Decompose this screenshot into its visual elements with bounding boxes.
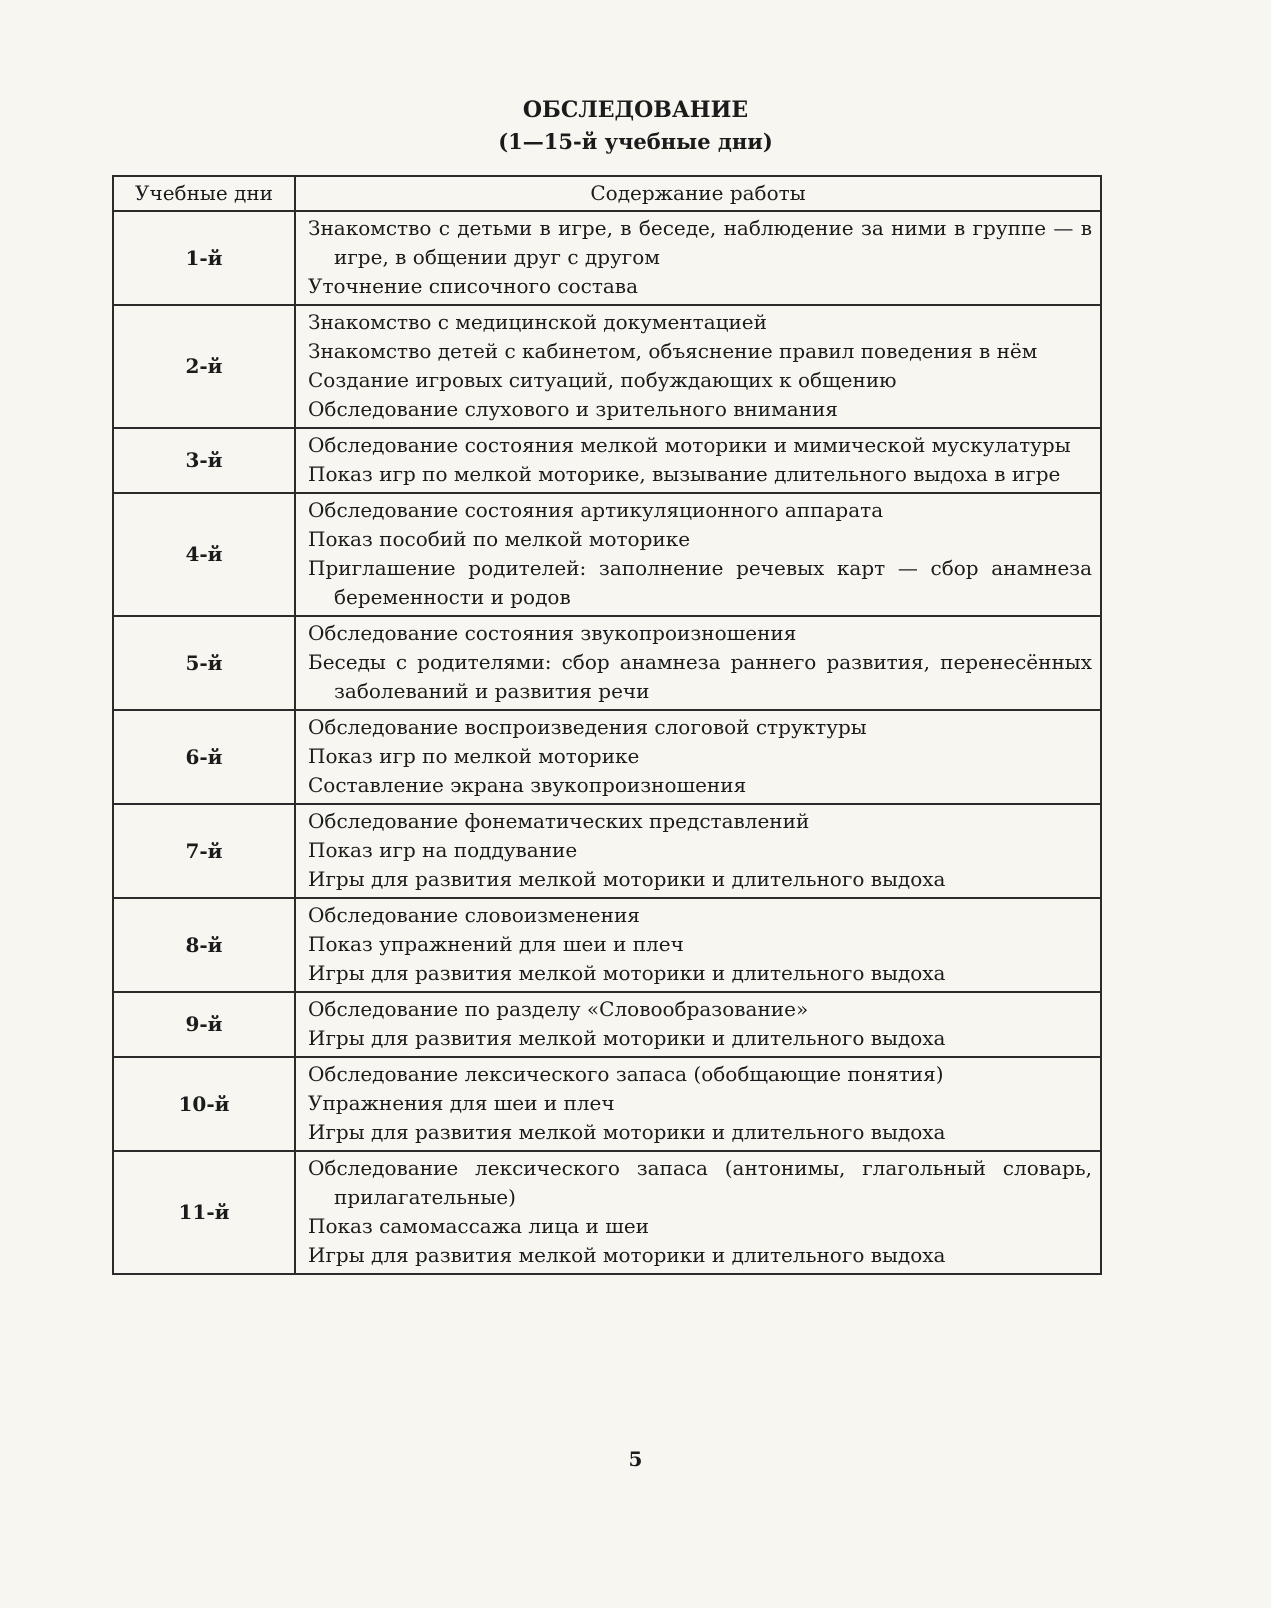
content-item: Составление экрана звукопроизношения: [308, 773, 747, 797]
schedule-table: [112, 175, 1102, 1275]
content-item: Обследование фонематических представлений: [308, 809, 810, 833]
content-item: Обследование состояния артикуляционного аппарата: [308, 498, 884, 522]
content-cell: [295, 616, 1101, 710]
table-row: [113, 1057, 1101, 1151]
content-item: Обследование лексического запаса (обобщающие понятия): [308, 1062, 944, 1086]
page-number: 5: [628, 1447, 643, 1471]
table-row: [113, 616, 1101, 710]
content-item: Показ игр на поддувание: [308, 838, 578, 862]
content-cell: [295, 211, 1101, 305]
content-item: Уточнение списочного состава: [308, 274, 638, 298]
day-cell: 8-й: [113, 898, 295, 992]
table-row: [113, 428, 1101, 493]
content-item: Показ самомассажа лица и шеи: [308, 1214, 650, 1238]
table-row: [113, 493, 1101, 616]
content-cell: [295, 898, 1101, 992]
table-row: [113, 1151, 1101, 1274]
table-row: [113, 898, 1101, 992]
content-item: Знакомство с медицинской документацией: [308, 310, 767, 334]
header-day: Учебные дни: [113, 176, 295, 211]
content-cell: [295, 305, 1101, 428]
content-item: Игры для развития мелкой моторики и длительного выдоха: [308, 1243, 946, 1267]
page-title: ОБСЛЕДОВАНИЕ: [522, 97, 749, 123]
content-item: Показ игр по мелкой моторике, вызывание длительного выдоха в игре: [308, 462, 1061, 486]
content-item: Обследование слухового и зрительного внимания: [308, 397, 838, 421]
content-item: Игры для развития мелкой моторики и длительного выдоха: [308, 1026, 946, 1050]
content-item: Приглашение родителей: заполнение речевых карт — сбор анамнеза беременности и родов: [308, 556, 1092, 609]
content-item: Игры для развития мелкой моторики и длительного выдоха: [308, 1120, 946, 1144]
day-cell: 6-й: [113, 710, 295, 804]
content-item: Обследование лексического запаса (антонимы, глагольный словарь, прилагательные): [308, 1156, 1092, 1209]
content-cell: [295, 1151, 1101, 1274]
content-item: Игры для развития мелкой моторики и длительного выдоха: [308, 867, 946, 891]
day-cell: 1-й: [113, 211, 295, 305]
content-item: Создание игровых ситуаций, побуждающих к общению: [308, 368, 897, 392]
day-cell: 3-й: [113, 428, 295, 493]
content-item: Знакомство детей с кабинетом, объяснение правил поведения в нём: [308, 339, 1038, 363]
content-item: Игры для развития мелкой моторики и длительного выдоха: [308, 961, 946, 985]
day-cell: 5-й: [113, 616, 295, 710]
day-cell: 9-й: [113, 992, 295, 1057]
table-row: [113, 992, 1101, 1057]
table-row: [113, 305, 1101, 428]
day-cell: 4-й: [113, 493, 295, 616]
day-cell: 11-й: [113, 1151, 295, 1274]
content-cell: [295, 804, 1101, 898]
content-item: Обследование состояния звукопроизношения: [308, 621, 797, 645]
content-item: Беседы с родителями: сбор анамнеза раннего развития, перенесённых заболеваний и развития речи: [308, 650, 1092, 703]
table-body: [113, 211, 1101, 1274]
content-item: Обследование состояния мелкой моторики и мимической мускулатуры: [308, 433, 1071, 457]
table-row: [113, 804, 1101, 898]
day-cell: 10-й: [113, 1057, 295, 1151]
header-content: Содержание работы: [295, 176, 1101, 211]
page-subtitle: (1—15-й учебные дни): [498, 129, 773, 154]
content-item: Упражнения для шеи и плеч: [308, 1091, 615, 1115]
day-cell: 7-й: [113, 804, 295, 898]
content-item: Обследование воспроизведения слоговой структуры: [308, 715, 867, 739]
content-cell: [295, 428, 1101, 493]
content-item: Обследование по разделу «Словообразование»: [308, 997, 809, 1021]
day-cell: 2-й: [113, 305, 295, 428]
content-cell: [295, 1057, 1101, 1151]
content-item: Показ упражнений для шеи и плеч: [308, 932, 684, 956]
content-cell: [295, 992, 1101, 1057]
content-item: Показ пособий по мелкой моторике: [308, 527, 691, 551]
content-cell: [295, 493, 1101, 616]
content-item: Показ игр по мелкой моторике: [308, 744, 640, 768]
table-header-row: [113, 176, 1101, 211]
table-row: [113, 211, 1101, 305]
table-row: [113, 710, 1101, 804]
content-cell: [295, 710, 1101, 804]
content-item: Обследование словоизменения: [308, 903, 640, 927]
content-item: Знакомство с детьми в игре, в беседе, наблюдение за ними в группе — в игре, в общении друг с другом: [308, 216, 1092, 269]
